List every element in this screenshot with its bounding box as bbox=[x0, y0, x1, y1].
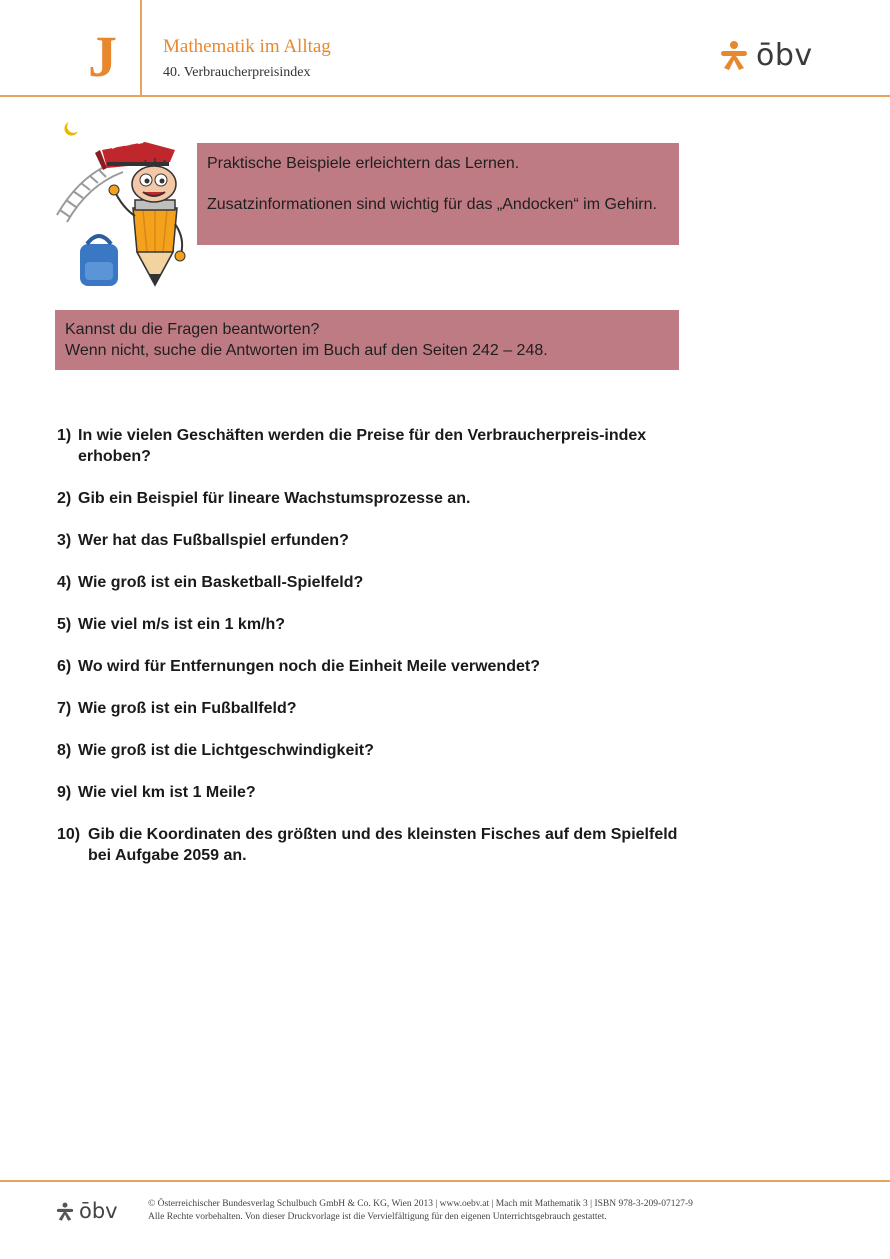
copyright-line-2: Alle Rechte vorbehalten. Von dieser Druckvorlage ist die Vervielfältigung für den eigenen Unterrichtsgebrauch gestattet. bbox=[148, 1212, 607, 1222]
question-item bbox=[57, 572, 697, 593]
question-item bbox=[57, 740, 697, 761]
question-number: 5) bbox=[57, 616, 72, 633]
task-line-2: Wenn nicht, suche die Antworten im Buch auf den Seiten 242 – 248. bbox=[65, 342, 548, 359]
copyright-line-1: © Österreichischer Bundesverlag Schulbuch GmbH & Co. KG, Wien 2013 | www.oebv.at | Mach mit Mathematik 3 | ISBN 978-3-209-07127-9 bbox=[148, 1199, 693, 1209]
question-text: Wie groß ist ein Basketball-Spielfeld? bbox=[78, 574, 364, 591]
question-text: Wie viel km ist 1 Meile? bbox=[78, 784, 256, 801]
question-text: Gib die Koordinaten des größten und des kleinsten Fisches auf dem Spielfeld bei Aufgabe 2059 an. bbox=[88, 826, 678, 864]
question-text: Wo wird für Entfernungen noch die Einheit Meile verwendet? bbox=[78, 658, 540, 675]
question-text: Wie groß ist die Lichtgeschwindigkeit? bbox=[78, 742, 374, 759]
question-number: 4) bbox=[57, 574, 72, 591]
backpack-icon bbox=[80, 236, 118, 286]
logo-text: ōbv bbox=[756, 38, 813, 73]
info-box bbox=[197, 143, 679, 245]
copyright-notice bbox=[148, 1198, 693, 1224]
obv-star-icon bbox=[55, 1202, 75, 1222]
question-text: Wer hat das Fußballspiel erfunden? bbox=[78, 532, 349, 549]
question-item bbox=[57, 698, 697, 719]
page-header bbox=[0, 0, 890, 97]
footer-divider bbox=[0, 1180, 890, 1182]
footer-logo[interactable] bbox=[55, 1201, 118, 1222]
question-number: 1) bbox=[57, 427, 72, 444]
question-item bbox=[57, 530, 697, 551]
question-item bbox=[57, 782, 697, 803]
cartoon-pencil-mascot bbox=[55, 120, 190, 290]
question-text: Wie groß ist ein Fußballfeld? bbox=[78, 700, 297, 717]
question-text: In wie vielen Geschäften werden die Preise für den Verbraucherpreis-index erhoben? bbox=[78, 427, 647, 465]
question-number: 8) bbox=[57, 742, 72, 759]
info-line-2: Zusatzinformationen sind wichtig für das „Andocken“ im Gehirn. bbox=[207, 196, 657, 213]
question-text: Wie viel m/s ist ein 1 km/h? bbox=[78, 616, 286, 633]
footer-logo-text: ōbv bbox=[79, 1199, 118, 1223]
publisher-logo[interactable] bbox=[718, 38, 813, 74]
obv-star-icon bbox=[718, 40, 750, 72]
question-number: 6) bbox=[57, 658, 72, 675]
header-divider bbox=[140, 0, 142, 95]
question-text: Gib ein Beispiel für lineare Wachstumsprozesse an. bbox=[78, 490, 471, 507]
question-item bbox=[57, 488, 697, 509]
question-number: 10) bbox=[57, 826, 81, 843]
question-number: 3) bbox=[57, 532, 72, 549]
question-item bbox=[57, 614, 697, 635]
question-number: 9) bbox=[57, 784, 72, 801]
moon-icon bbox=[64, 122, 78, 136]
question-list bbox=[57, 425, 697, 887]
question-item bbox=[57, 824, 697, 866]
page-title: Mathematik im Alltag bbox=[163, 36, 331, 57]
task-box bbox=[55, 310, 679, 370]
chapter-letter: J bbox=[88, 24, 117, 89]
pencil-character bbox=[109, 158, 185, 285]
question-number: 2) bbox=[57, 490, 72, 507]
question-item bbox=[57, 656, 697, 677]
info-line-1: Praktische Beispiele erleichtern das Lernen. bbox=[207, 155, 520, 172]
question-item bbox=[57, 425, 697, 467]
task-line-1: Kannst du die Fragen beantworten? bbox=[65, 321, 320, 338]
page-subtitle: 40. Verbraucherpreisindex bbox=[163, 65, 311, 80]
question-number: 7) bbox=[57, 700, 72, 717]
